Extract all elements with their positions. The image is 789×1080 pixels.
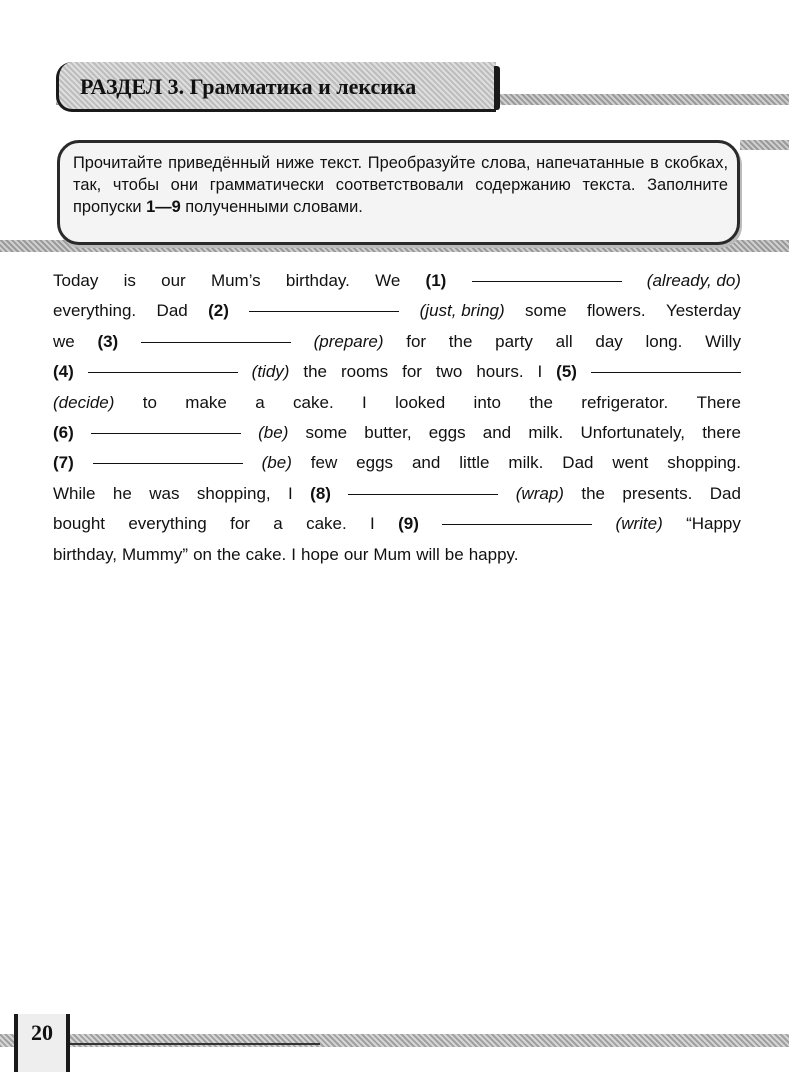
- word: the: [303, 362, 328, 382]
- word: Dad: [156, 301, 188, 321]
- word: birthday.: [285, 271, 350, 290]
- word: flowers.: [587, 301, 646, 321]
- word: I: [362, 392, 367, 412]
- word: was: [149, 483, 180, 503]
- word: Yesterday: [665, 301, 741, 321]
- word: day: [595, 331, 623, 351]
- word-hint: (decide): [53, 392, 115, 412]
- word: birthday,: [53, 544, 117, 564]
- word: some: [525, 301, 567, 321]
- word: the: [448, 331, 473, 351]
- instruction-text-before: Прочитайте приведённый ниже текст. Преобразуйте слова, напечатанные в скобках, так, чтобы они грамматически соответствовали содержанию текста. Заполните пропуски: [73, 154, 728, 216]
- gap-number: (4): [53, 362, 74, 382]
- gap-number: (8): [310, 483, 331, 503]
- word: a: [255, 392, 265, 412]
- word: happy.: [468, 544, 519, 564]
- word: there: [702, 423, 741, 442]
- word: hope: [301, 544, 339, 564]
- word: some: [305, 423, 348, 442]
- word: a: [273, 514, 283, 534]
- text-line: [53, 266, 741, 296]
- word: Mummy”: [121, 544, 189, 564]
- word: looked: [395, 392, 446, 412]
- word: will: [416, 544, 440, 564]
- word: we: [53, 331, 75, 351]
- section-header-endbar: [494, 66, 500, 110]
- word-hint: (be): [258, 423, 289, 442]
- word: I: [537, 362, 543, 382]
- word: milk.: [508, 453, 544, 473]
- text-line: [53, 327, 741, 357]
- answer-blank[interactable]: [348, 493, 498, 495]
- page-number: 20: [31, 1020, 53, 1045]
- gap-number: (2): [208, 301, 229, 321]
- word: milk.: [528, 423, 564, 442]
- word: refrigerator.: [581, 392, 669, 412]
- word-hint: (already, do): [646, 271, 741, 290]
- text-line: [53, 388, 741, 418]
- answer-blank[interactable]: [591, 371, 741, 373]
- word-hint: (just, bring): [419, 301, 505, 321]
- word: be: [444, 544, 464, 564]
- word: cake.: [293, 392, 334, 412]
- word-hint: (wrap): [515, 483, 564, 503]
- instruction-text: [73, 152, 728, 218]
- word: long.: [645, 331, 683, 351]
- word: all: [555, 331, 573, 351]
- word: Dad: [709, 483, 741, 503]
- word: eggs: [428, 423, 466, 442]
- word: he: [112, 483, 132, 503]
- word: for: [230, 514, 250, 534]
- word: and: [482, 423, 512, 442]
- word: Unfortunately,: [580, 423, 686, 442]
- word-hint: (tidy): [251, 362, 290, 382]
- word: I: [291, 544, 296, 564]
- word: Willy: [705, 331, 741, 351]
- word: into: [473, 392, 501, 412]
- answer-blank[interactable]: [141, 341, 291, 343]
- text-line: [53, 296, 741, 326]
- text-line: [53, 479, 741, 509]
- text-line: [53, 509, 741, 539]
- word: to: [142, 392, 157, 412]
- word: the: [216, 544, 241, 564]
- instruction-text-after: полученными словами.: [180, 198, 363, 216]
- page-number-rule: [70, 1043, 320, 1045]
- word: few: [310, 453, 338, 473]
- word: There: [696, 392, 741, 412]
- text-line: [53, 540, 741, 570]
- instruction-band-top: [740, 140, 789, 150]
- word: our: [343, 544, 369, 564]
- instruction-range: 1—9: [146, 198, 181, 216]
- word: shopping,: [196, 483, 271, 503]
- page-number-band: [0, 1034, 789, 1047]
- answer-blank[interactable]: [91, 432, 241, 434]
- word-hint: (write): [615, 514, 663, 534]
- word: party: [495, 331, 533, 351]
- word: Mum’s: [210, 271, 261, 290]
- word: We: [375, 271, 401, 290]
- word: for: [406, 331, 427, 351]
- word: cake.: [245, 544, 287, 564]
- word: While: [53, 483, 96, 503]
- text-line: [53, 418, 741, 448]
- text-line: [53, 357, 741, 387]
- word: Mum: [373, 544, 412, 564]
- word: for: [402, 362, 422, 382]
- word: and: [411, 453, 441, 473]
- word: rooms: [340, 362, 389, 382]
- word: “Happy: [686, 514, 741, 534]
- word-hint: (be): [261, 453, 292, 473]
- word: little: [459, 453, 490, 473]
- word: eggs: [356, 453, 394, 473]
- word: I: [370, 514, 375, 534]
- gap-number: (3): [97, 331, 119, 351]
- word: bought: [53, 514, 105, 534]
- word: butter,: [364, 423, 412, 442]
- gap-number: (6): [53, 423, 74, 442]
- answer-blank[interactable]: [249, 310, 399, 312]
- word: hours.: [476, 362, 524, 382]
- section-title: РАЗДЕЛ 3. Грамматика и лексика: [80, 74, 417, 99]
- word: is: [123, 271, 136, 290]
- word: Dad: [562, 453, 594, 473]
- word-hint: (prepare): [313, 331, 384, 351]
- gap-number: (1): [425, 271, 447, 290]
- word: two: [435, 362, 463, 382]
- word: cake.: [306, 514, 347, 534]
- gap-number: (5): [556, 362, 577, 382]
- word: Today: [53, 271, 99, 290]
- word: everything.: [53, 301, 137, 321]
- word: our: [161, 271, 186, 290]
- answer-blank[interactable]: [93, 462, 243, 464]
- word: on: [193, 544, 212, 564]
- word: presents.: [622, 483, 693, 503]
- word: shopping.: [667, 453, 741, 473]
- gap-number: (9): [398, 514, 419, 534]
- word: the: [529, 392, 553, 412]
- answer-blank[interactable]: [442, 523, 592, 525]
- word: everything: [128, 514, 207, 534]
- gap-number: (7): [53, 453, 74, 473]
- answer-blank[interactable]: [88, 371, 238, 373]
- word: make: [185, 392, 227, 412]
- answer-blank[interactable]: [472, 280, 622, 282]
- word: the: [581, 483, 605, 503]
- text-line: [53, 448, 741, 478]
- word: I: [288, 483, 293, 503]
- word: went: [612, 453, 649, 473]
